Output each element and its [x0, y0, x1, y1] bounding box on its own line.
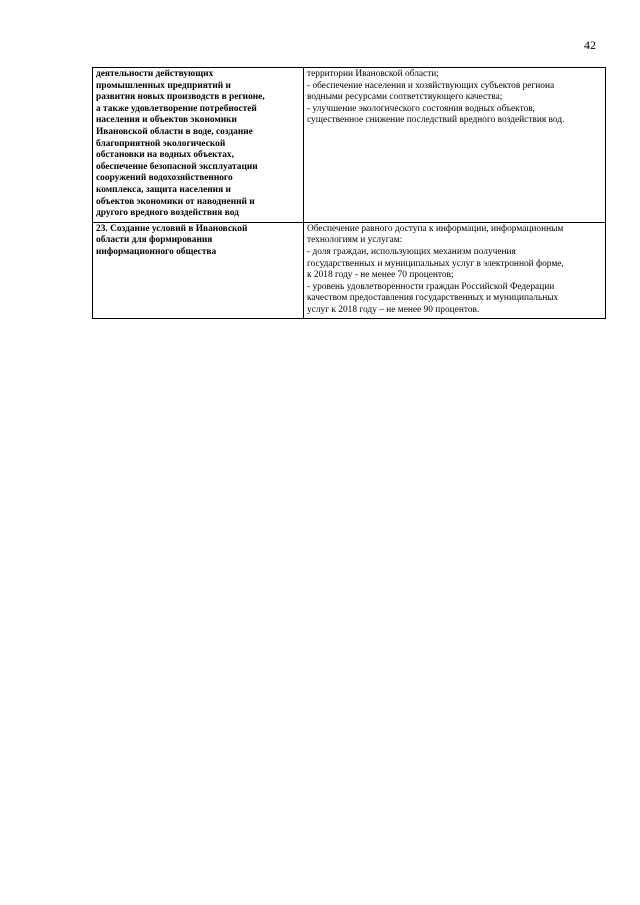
goal-text-line: развития новых производств в регионе, [96, 92, 265, 103]
indicator-text-line: услуг к 2018 году – не менее 90 процентов. [307, 304, 480, 315]
indicator-text-line: - обеспечение населения и хозяйствующих субъектов региона [307, 80, 555, 91]
indicator-text-line: существенное снижение последствий вредного воздействия вод. [307, 115, 565, 126]
indicator-text-line: к 2018 году - не менее 70 процентов; [307, 270, 454, 281]
table-row [93, 68, 606, 223]
indicator-text-line: государственных и муниципальных услуг в электронной форме, [307, 258, 564, 269]
indicator-text-line: технологиям и услугам: [307, 235, 403, 246]
goal-text-line: объектов экономики от наводнений и [96, 196, 255, 207]
indicator-text-line: водными ресурсами соответствующего качества; [307, 92, 503, 103]
goal-text-line: благоприятной экологической [96, 138, 226, 149]
indicator-text-line: качеством предоставления государственных и муниципальных [307, 293, 559, 304]
page-number: 42 [584, 38, 596, 52]
table-row [93, 222, 606, 319]
goal-cell [93, 68, 304, 223]
indicator-cell [304, 68, 606, 223]
goal-text-line: обстановки на водных объектах, [96, 150, 234, 161]
goal-cell [93, 222, 304, 319]
goal-text-line: 23. Создание условий в Ивановской [96, 223, 248, 234]
goal-text-line: деятельности действующих [96, 69, 214, 79]
goal-text-line: области для формирования [96, 235, 213, 246]
goal-text-line: населения и объектов экономики [96, 115, 237, 126]
content-table [92, 67, 606, 319]
goal-text-line: комплекса, защита населения и [96, 184, 231, 195]
goal-text-line: сооружений водохозяйственного [96, 173, 233, 184]
indicator-text-line: Обеспечение равного доступа к информации, информационным [307, 223, 564, 234]
goal-text-line: обеспечение безопасной эксплуатации [96, 161, 258, 172]
goal-text-line: Ивановской области в воде, создание [96, 126, 253, 137]
goal-text-line: а также удовлетворение потребностей [96, 103, 257, 114]
goal-text-line: другого вредного воздействия вод [96, 208, 239, 219]
indicator-text-line: - доля граждан, использующих механизм получения [307, 246, 516, 257]
goal-text-line: промышленных предприятий и [96, 80, 231, 91]
indicator-text-line: территории Ивановской области; [307, 69, 439, 79]
goal-text-line: информационного общества [96, 246, 217, 257]
indicator-text-line: - уровень удовлетворенности граждан Российской Федерации [307, 281, 555, 292]
indicator-text-line: - улучшение экологического состояния водных объектов, [307, 103, 536, 114]
indicator-cell [304, 222, 606, 319]
